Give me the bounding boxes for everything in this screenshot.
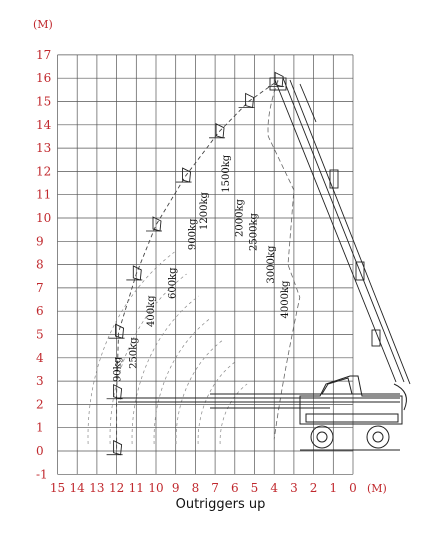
y-tick-label: 14 — [36, 117, 52, 132]
grid — [58, 55, 354, 474]
x-tick-label: 15 — [49, 481, 66, 495]
x-tick-label: 0 — [349, 481, 357, 495]
hook-marker — [239, 94, 255, 108]
load-curve-line — [198, 362, 235, 444]
y-tick-label: 7 — [36, 280, 44, 295]
hook-marker — [146, 217, 162, 231]
load-curve-line — [176, 340, 223, 444]
load-label: 1500kg — [220, 154, 232, 193]
y-tick-label: 2 — [36, 397, 44, 412]
y-tick-label: -1 — [36, 467, 48, 482]
y-tick-label: 12 — [36, 164, 52, 179]
chart-caption: Outriggers up — [175, 497, 266, 512]
load-label: 2500kg — [248, 213, 260, 251]
hook-marker — [209, 124, 225, 138]
y-tick-label: 11 — [36, 187, 52, 202]
x-tick-label: 13 — [89, 481, 105, 495]
hook-marker — [107, 385, 123, 399]
load-curve-line — [132, 296, 199, 444]
x-tick-label: 8 — [191, 481, 200, 495]
load-label: 600kg — [167, 267, 179, 300]
x-axis-ticks — [50, 481, 357, 495]
load-labels — [113, 154, 291, 382]
x-tick-label: 12 — [108, 481, 125, 495]
load-label: 4000kg — [279, 280, 291, 319]
hook-marker — [268, 73, 284, 87]
hook-marker — [176, 168, 192, 182]
y-tick-label: 5 — [36, 327, 44, 342]
boom-illustration — [118, 78, 410, 408]
y-tick-label: 8 — [36, 257, 44, 272]
x-tick-label: 5 — [250, 481, 259, 495]
y-tick-label: 6 — [36, 304, 44, 319]
x-tick-label: 7 — [211, 481, 219, 495]
x-tick-label: 6 — [230, 481, 239, 495]
load-curve-line — [220, 384, 247, 444]
x-tick-label: 11 — [128, 481, 144, 495]
load-label: 1200kg — [199, 192, 211, 230]
load-label: 400kg — [146, 295, 158, 327]
load-label: 3000kg — [266, 245, 278, 284]
y-tick-label: 3 — [36, 374, 44, 389]
y-tick-label: 4 — [36, 350, 44, 365]
y-tick-label: 10 — [36, 211, 52, 225]
hook-marker — [126, 266, 142, 280]
y-axis-ticks — [36, 48, 52, 481]
load-label: 2000kg — [234, 199, 246, 237]
y-tick-label: 16 — [36, 71, 52, 86]
y-tick-label: 0 — [36, 444, 44, 458]
x-tick-label: 3 — [290, 481, 298, 495]
y-tick-label: 15 — [36, 94, 52, 109]
x-tick-label: 1 — [329, 481, 338, 495]
x-tick-label: 4 — [270, 481, 279, 495]
y-tick-label: 1 — [36, 420, 44, 435]
hook-marker — [107, 441, 123, 455]
x-tick-label: 2 — [309, 481, 318, 495]
y-tick-label: 9 — [36, 234, 44, 249]
load-label: 90kg — [112, 356, 124, 383]
x-tick-label: 10 — [148, 481, 164, 495]
y-tick-label: 13 — [36, 141, 52, 156]
y-axis-unit: (M) — [33, 18, 53, 31]
x-tick-label: 9 — [171, 481, 180, 495]
y-tick-label: 17 — [36, 47, 52, 62]
load-label: 250kg — [128, 337, 140, 369]
load-label: 900kg — [187, 218, 199, 251]
x-axis-unit: (M) — [367, 482, 387, 495]
x-tick-label: 14 — [69, 481, 85, 495]
